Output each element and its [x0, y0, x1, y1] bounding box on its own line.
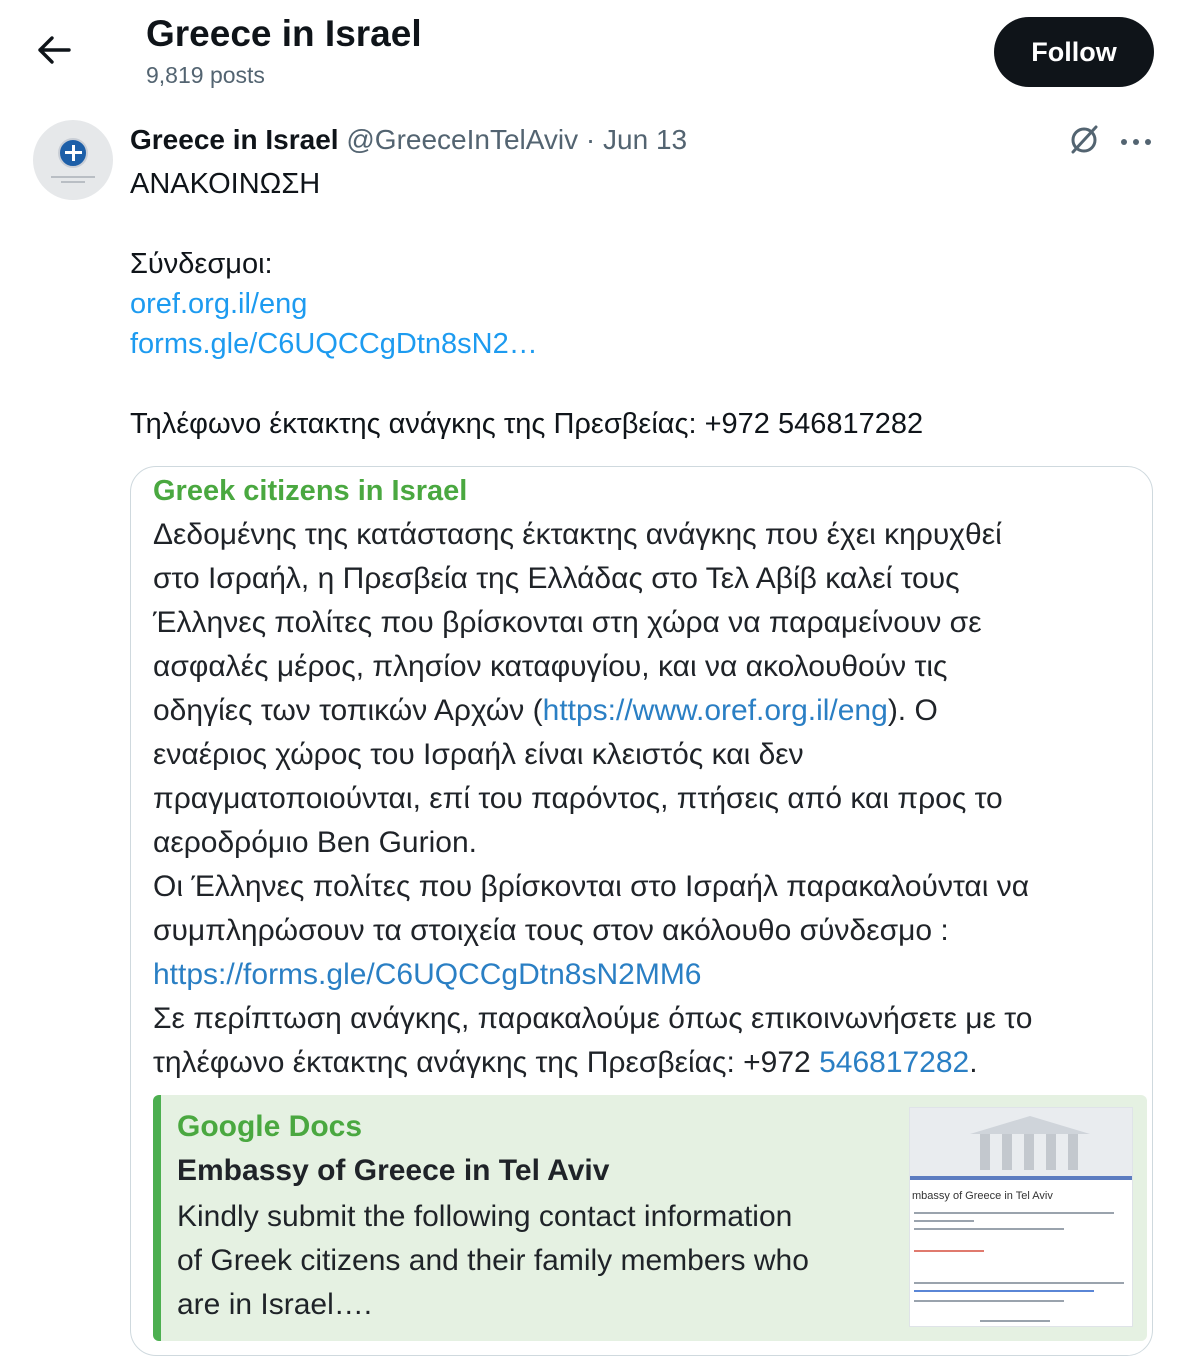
- back-button[interactable]: [30, 30, 78, 74]
- quote-text: οδηγίες των τοπικών Αρχών (: [153, 694, 543, 727]
- preview-desc-line: Kindly submit the following contact information: [177, 1200, 793, 1233]
- preview-desc-line: are in Israel….: [177, 1288, 373, 1321]
- thumbnail-column: [980, 1134, 990, 1170]
- thumbnail-pediment: [970, 1116, 1090, 1134]
- thumbnail-text-line: [914, 1228, 1064, 1230]
- quote-body: [153, 513, 1143, 1085]
- quote-line: αεροδρόμιο Ben Gurion.: [153, 826, 477, 859]
- thumbnail-column: [1002, 1134, 1012, 1170]
- thumbnail-text-line: [980, 1320, 1050, 1322]
- preview-provider: Google Docs: [177, 1110, 363, 1143]
- tweet-link-forms[interactable]: forms.gle/C6UQCCgDtn8sN2…: [130, 328, 538, 360]
- page-title: Greece in Israel: [146, 13, 422, 54]
- quote-line: Έλληνες πολίτες που βρίσκονται στη χώρα να παραμείνουν σε: [153, 606, 982, 639]
- quote-card[interactable]: [130, 466, 1153, 1356]
- follow-button[interactable]: Follow: [994, 17, 1154, 87]
- quote-link-oref[interactable]: https://www.oref.org.il/eng: [542, 694, 888, 727]
- avatar-caption-line: [61, 181, 85, 183]
- preview-thumbnail: [909, 1107, 1133, 1327]
- preview-title: Embassy of Greece in Tel Aviv: [177, 1154, 610, 1187]
- quote-line: [153, 953, 1143, 997]
- tweet-text-line: Σύνδεσμοι:: [130, 248, 273, 280]
- preview-desc-line: of Greek citizens and their family members who: [177, 1244, 809, 1277]
- header-title-block: [146, 12, 422, 90]
- thumbnail-column: [1024, 1134, 1034, 1170]
- tweet-text: [130, 164, 1150, 444]
- thumbnail-column: [1068, 1134, 1078, 1170]
- grok-button[interactable]: [1066, 124, 1102, 160]
- arrow-left-icon: [37, 35, 71, 70]
- post-count: 9,819 posts: [146, 62, 265, 88]
- quote-line: στο Ισραήλ, η Πρεσβεία της Ελλάδας στο Τελ Αβίβ καλεί τους: [153, 562, 960, 595]
- thumbnail-title: mbassy of Greece in Tel Aviv: [912, 1190, 1053, 1202]
- author-handle[interactable]: @GreeceInTelAviv: [346, 124, 579, 155]
- quote-text: τηλέφωνο έκτακτης ανάγκης της Πρεσβείας: +972: [153, 1046, 820, 1079]
- greek-emblem-icon: [58, 138, 88, 168]
- thumbnail-text-line: [914, 1290, 1094, 1292]
- thumbnail-text-line: [914, 1250, 984, 1252]
- avatar-caption-line: [51, 176, 95, 178]
- tweet-date[interactable]: Jun 13: [603, 124, 688, 155]
- thumbnail-text-line: [914, 1220, 974, 1222]
- tweet-text-blank: [130, 204, 1150, 244]
- quote-line: Δεδομένης της κατάστασης έκτακτης ανάγκης που έχει κηρυχθεί: [153, 518, 1002, 551]
- avatar[interactable]: [33, 120, 113, 200]
- quote-title: Greek citizens in Israel: [153, 475, 468, 507]
- quote-line: πραγματοποιούνται, επί του παρόντος, πτήσεις από και προς το: [153, 782, 1003, 815]
- tweet-text-line: Τηλέφωνο έκτακτης ανάγκης της Πρεσβείας: +972 546817282: [130, 408, 924, 440]
- quote-line: συμπληρώσουν τα στοιχεία τους στον ακόλουθο σύνδεσμο :: [153, 914, 949, 947]
- quote-line: ασφαλές μέρος, πλησίον καταφυγίου, και να ακολουθούν τις: [153, 650, 948, 683]
- author-name[interactable]: Greece in Israel: [130, 124, 339, 155]
- profile-header: [0, 0, 1200, 110]
- tweet-text-blank: [130, 364, 1150, 404]
- thumbnail-text-line: [914, 1300, 1064, 1302]
- more-horizontal-icon: [1120, 133, 1152, 151]
- quote-line: [153, 1041, 1143, 1085]
- quote-link-phone[interactable]: 546817282: [819, 1046, 970, 1079]
- thumbnail-bar: [910, 1176, 1133, 1180]
- grok-icon: [1067, 123, 1101, 162]
- quote-text: ). Ο: [887, 694, 938, 727]
- preview-description: [177, 1195, 897, 1327]
- tweet-text-line: ΑΝΑΚΟΙΝΩΣΗ: [130, 168, 321, 200]
- thumbnail-text-line: [914, 1212, 1114, 1214]
- tweet-link-oref[interactable]: oref.org.il/eng: [130, 288, 308, 320]
- quote-text: .: [969, 1046, 978, 1079]
- thumbnail-column: [1046, 1134, 1056, 1170]
- quote-line: Σε περίπτωση ανάγκης, παρακαλούμε όπως επικοινωνήσετε με το: [153, 1002, 1033, 1035]
- link-preview-card[interactable]: [153, 1095, 1147, 1341]
- thumbnail-text-line: [914, 1282, 1124, 1284]
- quote-link-forms[interactable]: https://forms.gle/C6UQCCgDtn8sN2MM6: [153, 958, 702, 991]
- tweet-meta: [130, 122, 687, 158]
- quote-line: Οι Έλληνες πολίτες που βρίσκονται στο Ισραήλ παρακαλούνται να: [153, 870, 1030, 903]
- quote-line: εναέριος χώρος του Ισραήλ είναι κλειστός και δεν: [153, 738, 804, 771]
- meta-separator: ·: [585, 124, 596, 155]
- more-button[interactable]: [1116, 124, 1156, 160]
- quote-line: [153, 689, 1143, 733]
